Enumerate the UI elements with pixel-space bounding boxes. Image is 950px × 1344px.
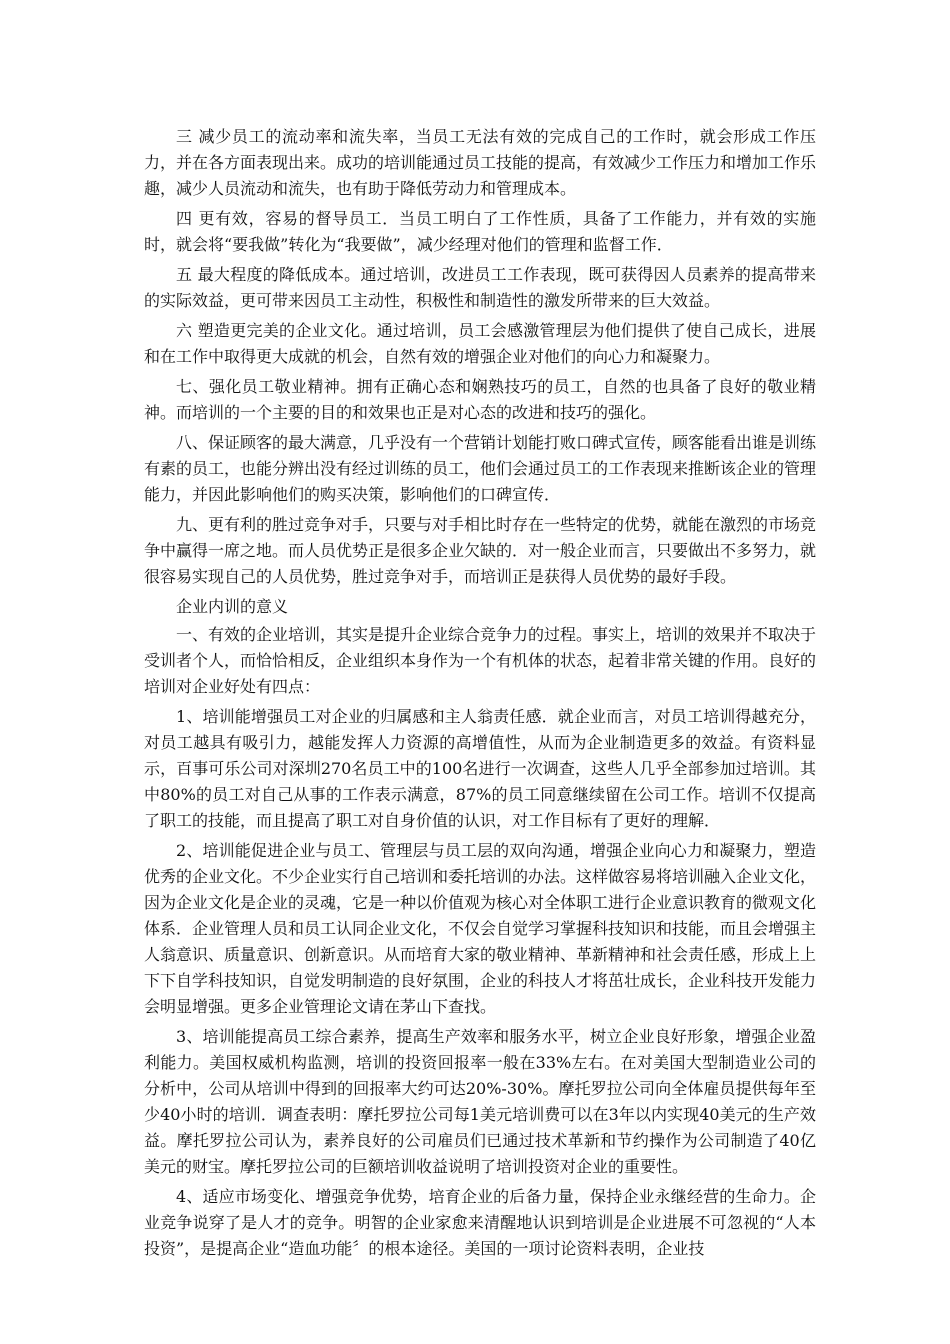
paragraph-benefit-3: 3、培训能提高员工综合素养，提高生产效率和服务水平，树立企业良好形象，增强企业盈利能力。美国权威机构监测，培训的投资回报率一般在33%左右。在对美国大型制造业公司的分析中，公司从培训中得到的回报率大约可达20%-30%。摩托罗拉公司向全体雇员提供每年至少40小时的培训．调查表明：摩托罗拉公司每1美元培训费可以在3年以内实现40美元的生产效益。摩托罗拉公司认为，素养良好的公司雇员们已通过技术革新和节约操作为公司制造了40亿美元的财宝。摩托罗拉公司的巨额培训收益说明了培训投资对企业的重要性。 [144,1027,816,1176]
document-body [144,124,816,1266]
section-heading: 企业内训的意义 [176,597,289,616]
paragraph-4: 四 更有效，容易的督导员工．当员工明白了工作性质，具备了工作能力，并有效的实施时，就会将“要我做”转化为“我要做”，减少经理对他们的管理和监督工作． [144,209,816,254]
paragraph-meaning-1: 一、有效的企业培训，其实是提升企业综合竞争力的过程。事实上，培训的效果并不取决于受训者个人，而恰恰相反，企业组织本身作为一个有机体的状态，起着非常关键的作用。良好的培训对企业好处有四点： [144,625,817,696]
paragraph-8: 八、保证顾客的最大满意，几乎没有一个营销计划能打败口碑式宣传，顾客能看出谁是训练有素的员工，也能分辨出没有经过训练的员工，他们会通过员工的工作表现来推断该企业的管理能力，并因此影响他们的购买决策，影响他们的口碑宣传． [144,433,817,504]
paragraph-3: 三 减少员工的流动率和流失率，当员工无法有效的完成自己的工作时，就会形成工作压力，并在各方面表现出来。成功的培训能通过员工技能的提高，有效减少工作压力和增加工作乐趣，减少人员流动和流失，也有助于降低劳动力和管理成本。 [144,127,817,198]
paragraph-benefit-1: 1、培训能增强员工对企业的归属感和主人翁责任感．就企业而言，对员工培训得越充分，对员工越具有吸引力，越能发挥人力资源的高增值性，从而为企业制造更多的效益。有资料显示，百事可乐公司对深圳270名员工中的100名进行一次调查，这些人几乎全部参加过培训。其中80%的员工对自己从事的工作表示满意，87%的员工同意继续留在公司工作。培训不仅提高了职工的技能，而且提高了职工对自身价值的认识，对工作目标有了更好的理解． [144,707,816,830]
paragraph-9: 九、更有利的胜过竞争对手，只要与对手相比时存在一些特定的优势，就能在激烈的市场竞争中赢得一席之地。而人员优势正是很多企业欠缺的．对一般企业而言，只要做出不多努力，就很容易实现自己的人员优势，胜过竞争对手，而培训正是获得人员优势的最好手段。 [144,515,817,586]
paragraph-6: 六 塑造更完美的企业文化。通过培训，员工会感激管理层为他们提供了使自己成长，进展和在工作中取得更大成就的机会，自然有效的增强企业对他们的向心力和凝聚力。 [144,321,816,366]
paragraph-5: 五 最大程度的降低成本。通过培训，改进员工工作表现，既可获得因人员素养的提高带来的实际效益，更可带来因员工主动性，积极性和制造性的激发所带来的巨大效益。 [144,265,816,310]
paragraph-benefit-2: 2、培训能促进企业与员工、管理层与员工层的双向沟通，增强企业向心力和凝聚力，塑造优秀的企业文化。不少企业实行自己培训和委托培训的办法。这样做容易将培训融入企业文化，因为企业文化是企业的灵魂，它是一种以价值观为核心对全体职工进行企业意识教育的微观文化体系．企业管理人员和员工认同企业文化，不仅会自觉学习掌握科技知识和技能，而且会增强主人翁意识、质量意识、创新意识。从而培育大家的敬业精神、革新精神和社会责任感，形成上上下下自学科技知识，自觉发明制造的良好氛围，企业的科技人才将茁壮成长，企业科技开发能力会明显增强。更多企业管理论文请在茅山下查找。 [144,841,817,1016]
paragraph-7: 七、强化员工敬业精神。拥有正确心态和娴熟技巧的员工，自然的也具备了良好的敬业精神。而培训的一个主要的目的和效果也正是对心态的改进和技巧的强化。 [144,377,816,422]
paragraph-benefit-4: 4、适应市场变化、增强竞争优势，培育企业的后备力量，保持企业永继经营的生命力。企业竞争说穿了是人才的竞争。明智的企业家愈来清醒地认识到培训是企业进展不可忽视的“人本投资”，是提高企业“造血功能〞的根本途径。美国的一项讨论资料表明，企业技 [144,1187,816,1258]
